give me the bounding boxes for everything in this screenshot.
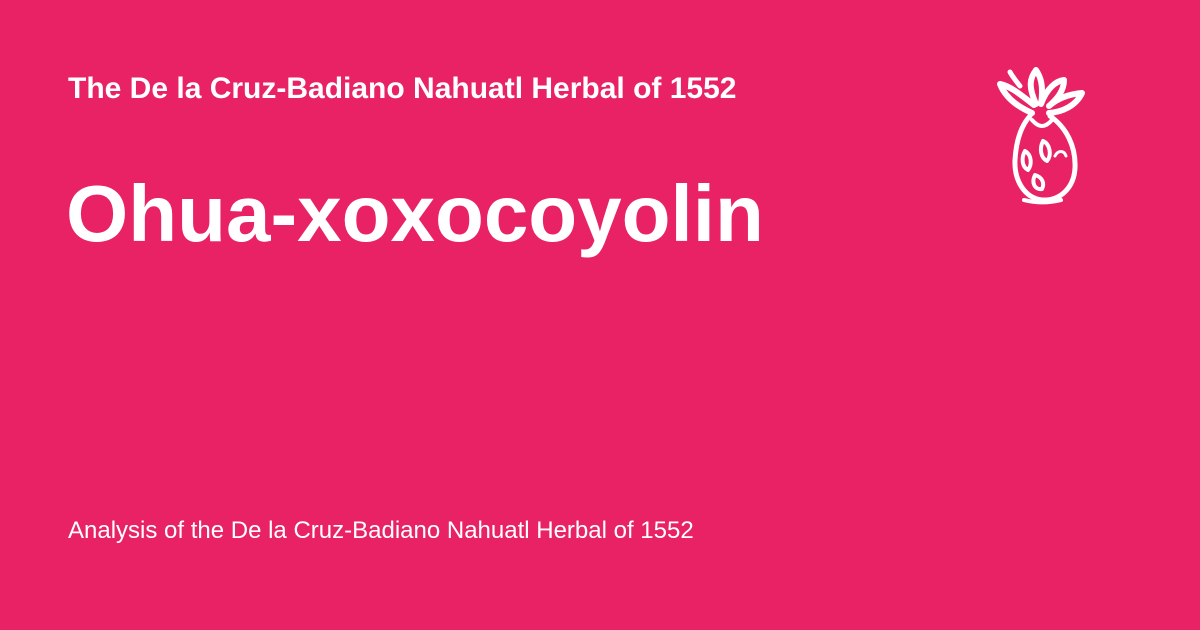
plant-drawing-icon xyxy=(994,64,1088,206)
page-title: Ohua-xoxocoyolin xyxy=(66,169,764,258)
herbal-heading: The De la Cruz-Badiano Nahuatl Herbal of 1552 xyxy=(68,72,737,105)
analysis-caption: Analysis of the De la Cruz-Badiano Nahuatl Herbal of 1552 xyxy=(68,517,694,544)
